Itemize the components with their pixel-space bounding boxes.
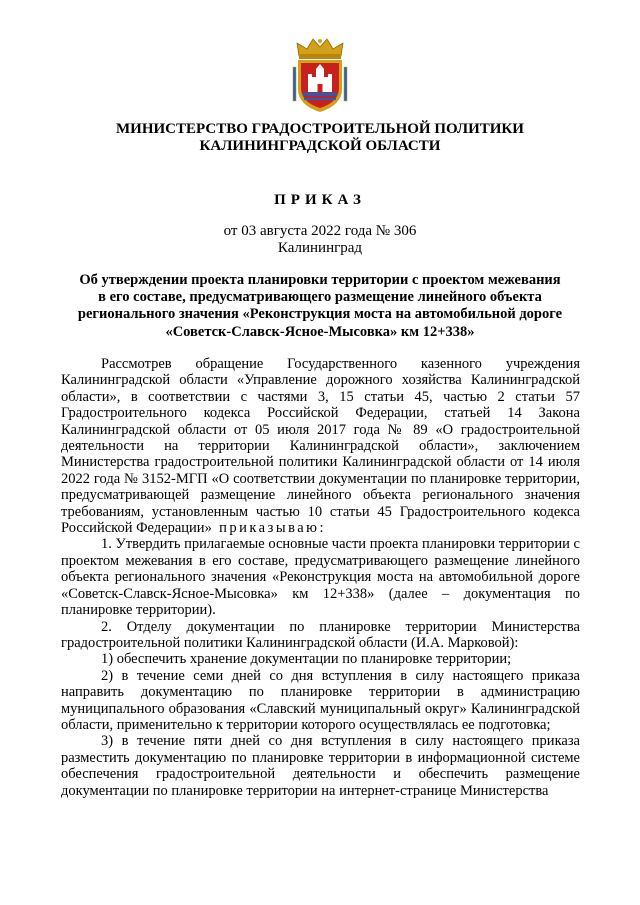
order-meta [60, 223, 580, 257]
order-city: Калининград [277, 240, 363, 256]
preamble-text: Рассмотрев обращение Государственного казенного учреждения Калининградской области «Управление дорожного хозяйства Калининградской области», в соответствии с частями 3, 15 статьи 45, частью 2 статьи 57 Градостроительного кодекса Российской Федерации, статьей 14 Закона Калининградской области от 05 июля 2017 года № 89 «О градостроительной деятельности на территории Калининградской области», заключением Министерства градостроительной политики Калининградской области от 14 июля 2022 года № 3152-МГП «О соответствии документации по планировке территории, предусматривающей размещение линейного объекта регионального значения требованиям, установленным частью 10 статьи 45 Градостроительного кодекса Российской Федерации» [61, 356, 580, 537]
order-title: ПРИКАЗ [274, 192, 366, 208]
order-subject [60, 272, 580, 341]
ministry-line-2: КАЛИНИНГРАДСКОЙ ОБЛАСТИ [199, 138, 441, 154]
item-2-2: 2) в течение семи дней со дня вступления в силу настоящего приказа направить документацию по планировке территории в администрацию муниципального образования «Славский муниципальный округ» Калининградской области, применительно к территории которого осуществлялась ее подготовка; [61, 667, 580, 733]
item-2-1: 1) обеспечить хранение документации по планировке территории; [101, 651, 512, 668]
item-2-3: 3) в течение пяти дней со дня вступления в силу настоящего приказа разместить документацию по планировке территории в информационной системе обеспечения градостроительной деятельности и обеспечить размещение документации по планировке территории на интернет-странице Министерства [61, 733, 580, 799]
subject-line-4: «Советск-Славск-Ясное-Мысовка» км 12+338» [165, 323, 475, 340]
subject-line-2: в его составе, предусматривающего размещение линейного объекта [98, 289, 542, 306]
item-1: 1. Утвердить прилагаемые основные части проекта планировки территории с проектом межевания в его составе, предусматривающего размещение линейного объекта регионального значения «Реконструкция моста на автомобильной дороге «Советск-Славск-Ясное-Мысовка» км 12+338» (далее – документация по планировке территории). [61, 536, 580, 619]
ministry-line-1: МИНИСТЕРСТВО ГРАДОСТРОИТЕЛЬНОЙ ПОЛИТИКИ [116, 121, 524, 137]
subject-line-3: регионального значения «Реконструкция моста на автомобильной дороге [77, 306, 563, 323]
order-date-number: от 03 августа 2022 года № 306 [223, 223, 417, 239]
ministry-name [60, 121, 580, 155]
kaliningrad-coat-of-arms-icon [289, 37, 351, 113]
orders-word: приказываю: [219, 520, 327, 537]
order-body [61, 356, 580, 799]
subject-line-1: Об утверждении проекта планировки территории с проектом межевания [79, 272, 561, 288]
item-2: 2. Отделу документации по планировке территории Министерства градостроительной политики Калининградской области (И.А. Марковой): [61, 618, 580, 651]
preamble-paragraph [61, 356, 580, 536]
